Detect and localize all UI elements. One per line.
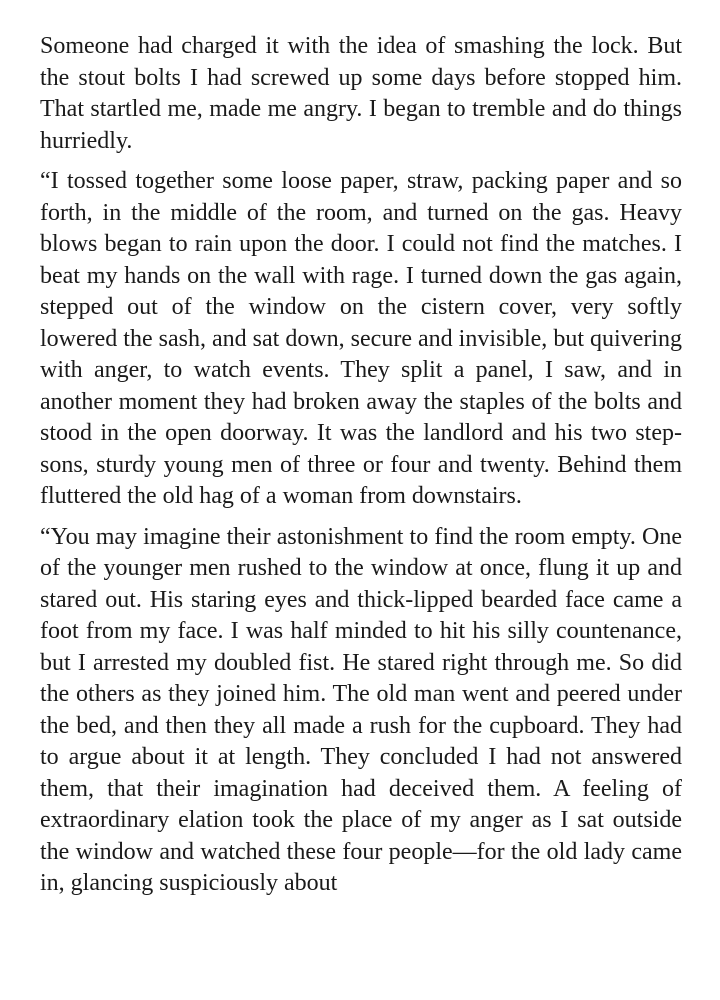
paragraph-3: “You may imagine their astonishment to find the room empty. One of the younger men rushed to the window at once, flung it up and stared out. His staring eyes and thick-lipped bearded face came a foot from my face. I was half minded to hit his silly countenance, but I arrested my doubled fist. He stared right through me. So did the others as they joined him. The old man went and peered under the bed, and then they all made a rush for the cupboard. They had to argue about it at length. They concluded I had not answered them, that their imagination had deceived them. A feeling of extraordinary elation took the place of my anger as I sat outside the window and watched these four people—for the old lady came in, glancing suspiciously about — [40, 523, 682, 896]
paragraph-2: “I tossed together some loose paper, straw, packing paper and so forth, in the middle of the room, and turned on the gas. Heavy blows began to rain upon the door. I could not find the matches. I beat my hands on the wall with rage. I turned down the gas again, stepped out of the window on the cistern cover, very softly lowered the sash, and sat down, secure and invisible, but quivering with anger, to watch events. They split a panel, I saw, and in another moment they had broken away the staples of the bolts and stood in the open doorway. It was the landlord and his two step-sons, sturdy young men of three or four and twenty. Behind them fluttered the old hag of a woman from downstairs. — [40, 168, 682, 509]
page-text — [40, 31, 682, 909]
paragraph-1: Someone had charged it with the idea of smashing the lock. But the stout bolts I had screwed up some days before stopped him. That startled me, made me angry. I began to tremble and do things hurriedly. — [40, 33, 682, 154]
